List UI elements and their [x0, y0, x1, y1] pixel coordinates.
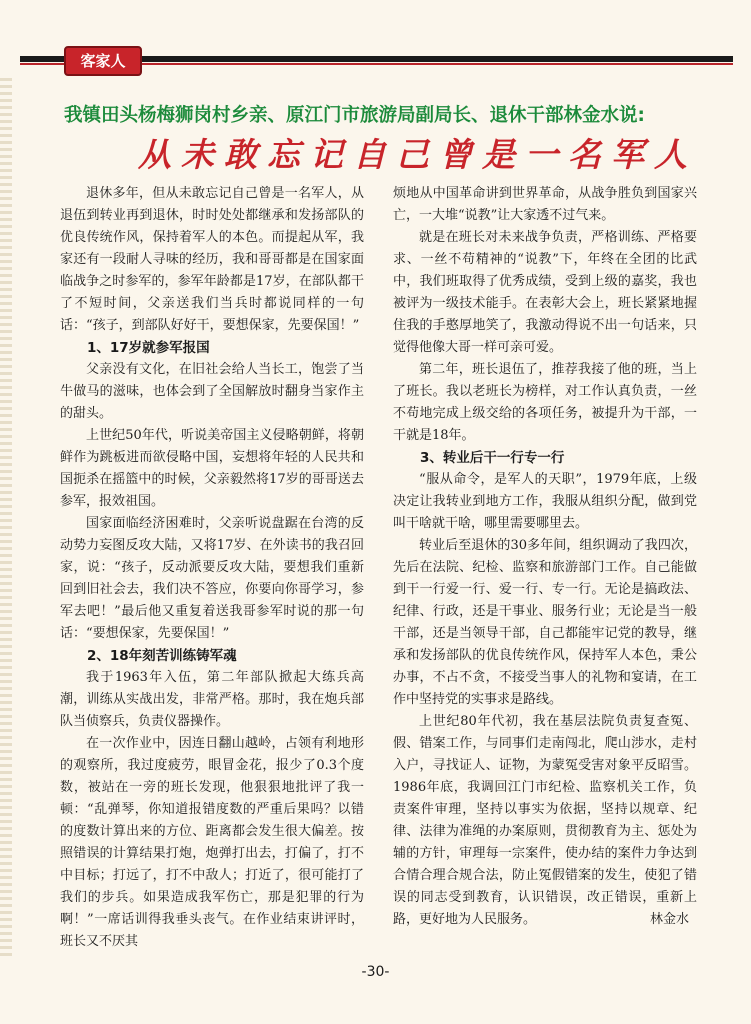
- section-tag: 客家人: [64, 46, 142, 76]
- paragraph: 转业后至退休的30多年间，组织调动了我四次，先后在法院、纪检、监察和旅游部门工作。自己能做到干一行爱一行、爱一行、专一行。无论是搞政法、纪律、行政，还是干事业、服务行业；无论是当一般干部，还是当领导干部，自己都能牢记党的教导，继承和发扬部队的优良传统作风，保持军人本色，秉公办事，不占不贪，不接受当事人的礼物和宴请，在工作中坚持党的实事求是路线。: [393, 538, 697, 707]
- section-heading: 3、转业后干一行专一行: [420, 450, 565, 466]
- right-column: [393, 183, 697, 931]
- paragraph: 上世纪50年代，听说美帝国主义侵略朝鲜，将朝鲜作为跳板进而欲侵略中国，妄想将年轻的人民共和国扼杀在摇篮中的时候，父亲毅然将17岁的哥哥送去参军，报效祖国。: [60, 428, 364, 509]
- page-number: -30-: [361, 964, 390, 980]
- paragraph-text: 上世纪80年代初，我在基层法院负责复查冤、假、错案工作，与同事们走南闯北，爬山涉水，走村入户，寻找证人、证物，为蒙冤受害对象平反昭雪。1986年底，我调回江门市纪检、监察机关工作，负责案件审理，坚持以事实为依据，坚持以规章、纪律、法律为准绳的办案原则，贯彻教育为主、惩处为辅的方针，审理每一宗案件，使办结的案件力争达到合情合理合规合法，防止冤假错案的发生，使犯了错误的同志受到教育，认识错误，改正错误，重新上路，更好地为人民服务。: [393, 714, 697, 927]
- paragraph: 国家面临经济困难时，父亲听说盘踞在台湾的反动势力妄图反攻大陆，又将17岁、在外读书的我召回家，说：“孩子，反动派要反攻大陆，要想我们重新回到旧社会去，我们决不答应，你要向你哥学习，参军去吧！”最后他又重复着送我哥参军时说的那一句话：“要想保家，先要保国！”: [60, 516, 364, 641]
- paragraph: 就是在班长对未来战争负责，严格训练、严格要求、一丝不苟精神的“说教”下，年终在全团的比武中，我们班取得了优秀成绩，受到上级的嘉奖，我也被评为一级技术能手。在表彰大会上，班长紧紧地握住我的手憨厚地笑了，我激动得说不出一句话来，只觉得他像大哥一样可亲可爱。: [393, 230, 697, 355]
- paragraph: [393, 711, 697, 931]
- paragraph: 退休多年，但从未敢忘记自己曾是一名军人，从退伍到转业再到退休，时时处处都继承和发扬部队的优良传统作风，保持着军人的本色。而提起从军，我家还有一段耐人寻味的经历，我和哥哥都是在国家面临战争之时参军的，参军年龄都是17岁，在部队都干了不短时间，父亲送我们当兵时都说同样的一句话：“孩子，到部队好好干，要想保家，先要保国！”: [60, 186, 364, 333]
- section-heading: 2、18年刻苦训练铸军魂: [87, 648, 237, 664]
- paragraph: “服从命令，是军人的天职”，1979年底，上级决定让我转业到地方工作，我服从组织分配，做到党叫干啥就干啥，哪里需要哪里去。: [393, 472, 697, 531]
- article-title: 从未敢忘记自己曾是一名军人: [138, 135, 697, 174]
- paragraph: 父亲没有文化，在旧社会给人当长工，饱尝了当牛做马的滋味，也体会到了全国解放时翻身当家作主的甜头。: [60, 362, 364, 421]
- left-decorative-border: [0, 78, 12, 958]
- paragraph: 烦地从中国革命讲到世界革命，从战争胜负到国家兴亡，一大堆“说教”让大家透不过气来。: [393, 186, 697, 223]
- section-heading: 1、17岁就参军报国: [87, 340, 210, 356]
- article-subtitle: 我镇田头杨梅狮岗村乡亲、原江门市旅游局副局长、退休干部林金水说:: [64, 105, 645, 126]
- paragraph: 我于1963年入伍，第二年部队掀起大练兵高潮，训练从实战出发，非常严格。那时，我在炮兵部队当侦察兵，负责仪器操作。: [60, 670, 364, 729]
- paragraph: 在一次作业中，因连日翻山越岭，占领有利地形的观察所，我过度疲劳，眼冒金花，报少了0.3个度数，被站在一旁的班长发现，他狠狠地批评了我一顿：“乱弹琴，你知道报错度数的严重后果吗？以错的度数计算出来的方位、距离都会发生很大偏差。按照错误的计算结果打炮，炮弹打出去，打偏了，打不中目标；打远了，打不中敌人；打近了，很可能打了我们的步兵。如果造成我军伤亡，那是犯罪的行为啊！”一席话训得我垂头丧气。在作业结束讲评时，班长又不厌其: [60, 736, 364, 949]
- article-author: 林金水: [649, 912, 689, 927]
- paragraph: 第二年，班长退伍了，推荐我接了他的班，当上了班长。我以老班长为榜样，对工作认真负责，一丝不苟地完成上级交给的各项任务，被提升为干部，一干就是18年。: [393, 362, 697, 443]
- left-column: [60, 183, 364, 953]
